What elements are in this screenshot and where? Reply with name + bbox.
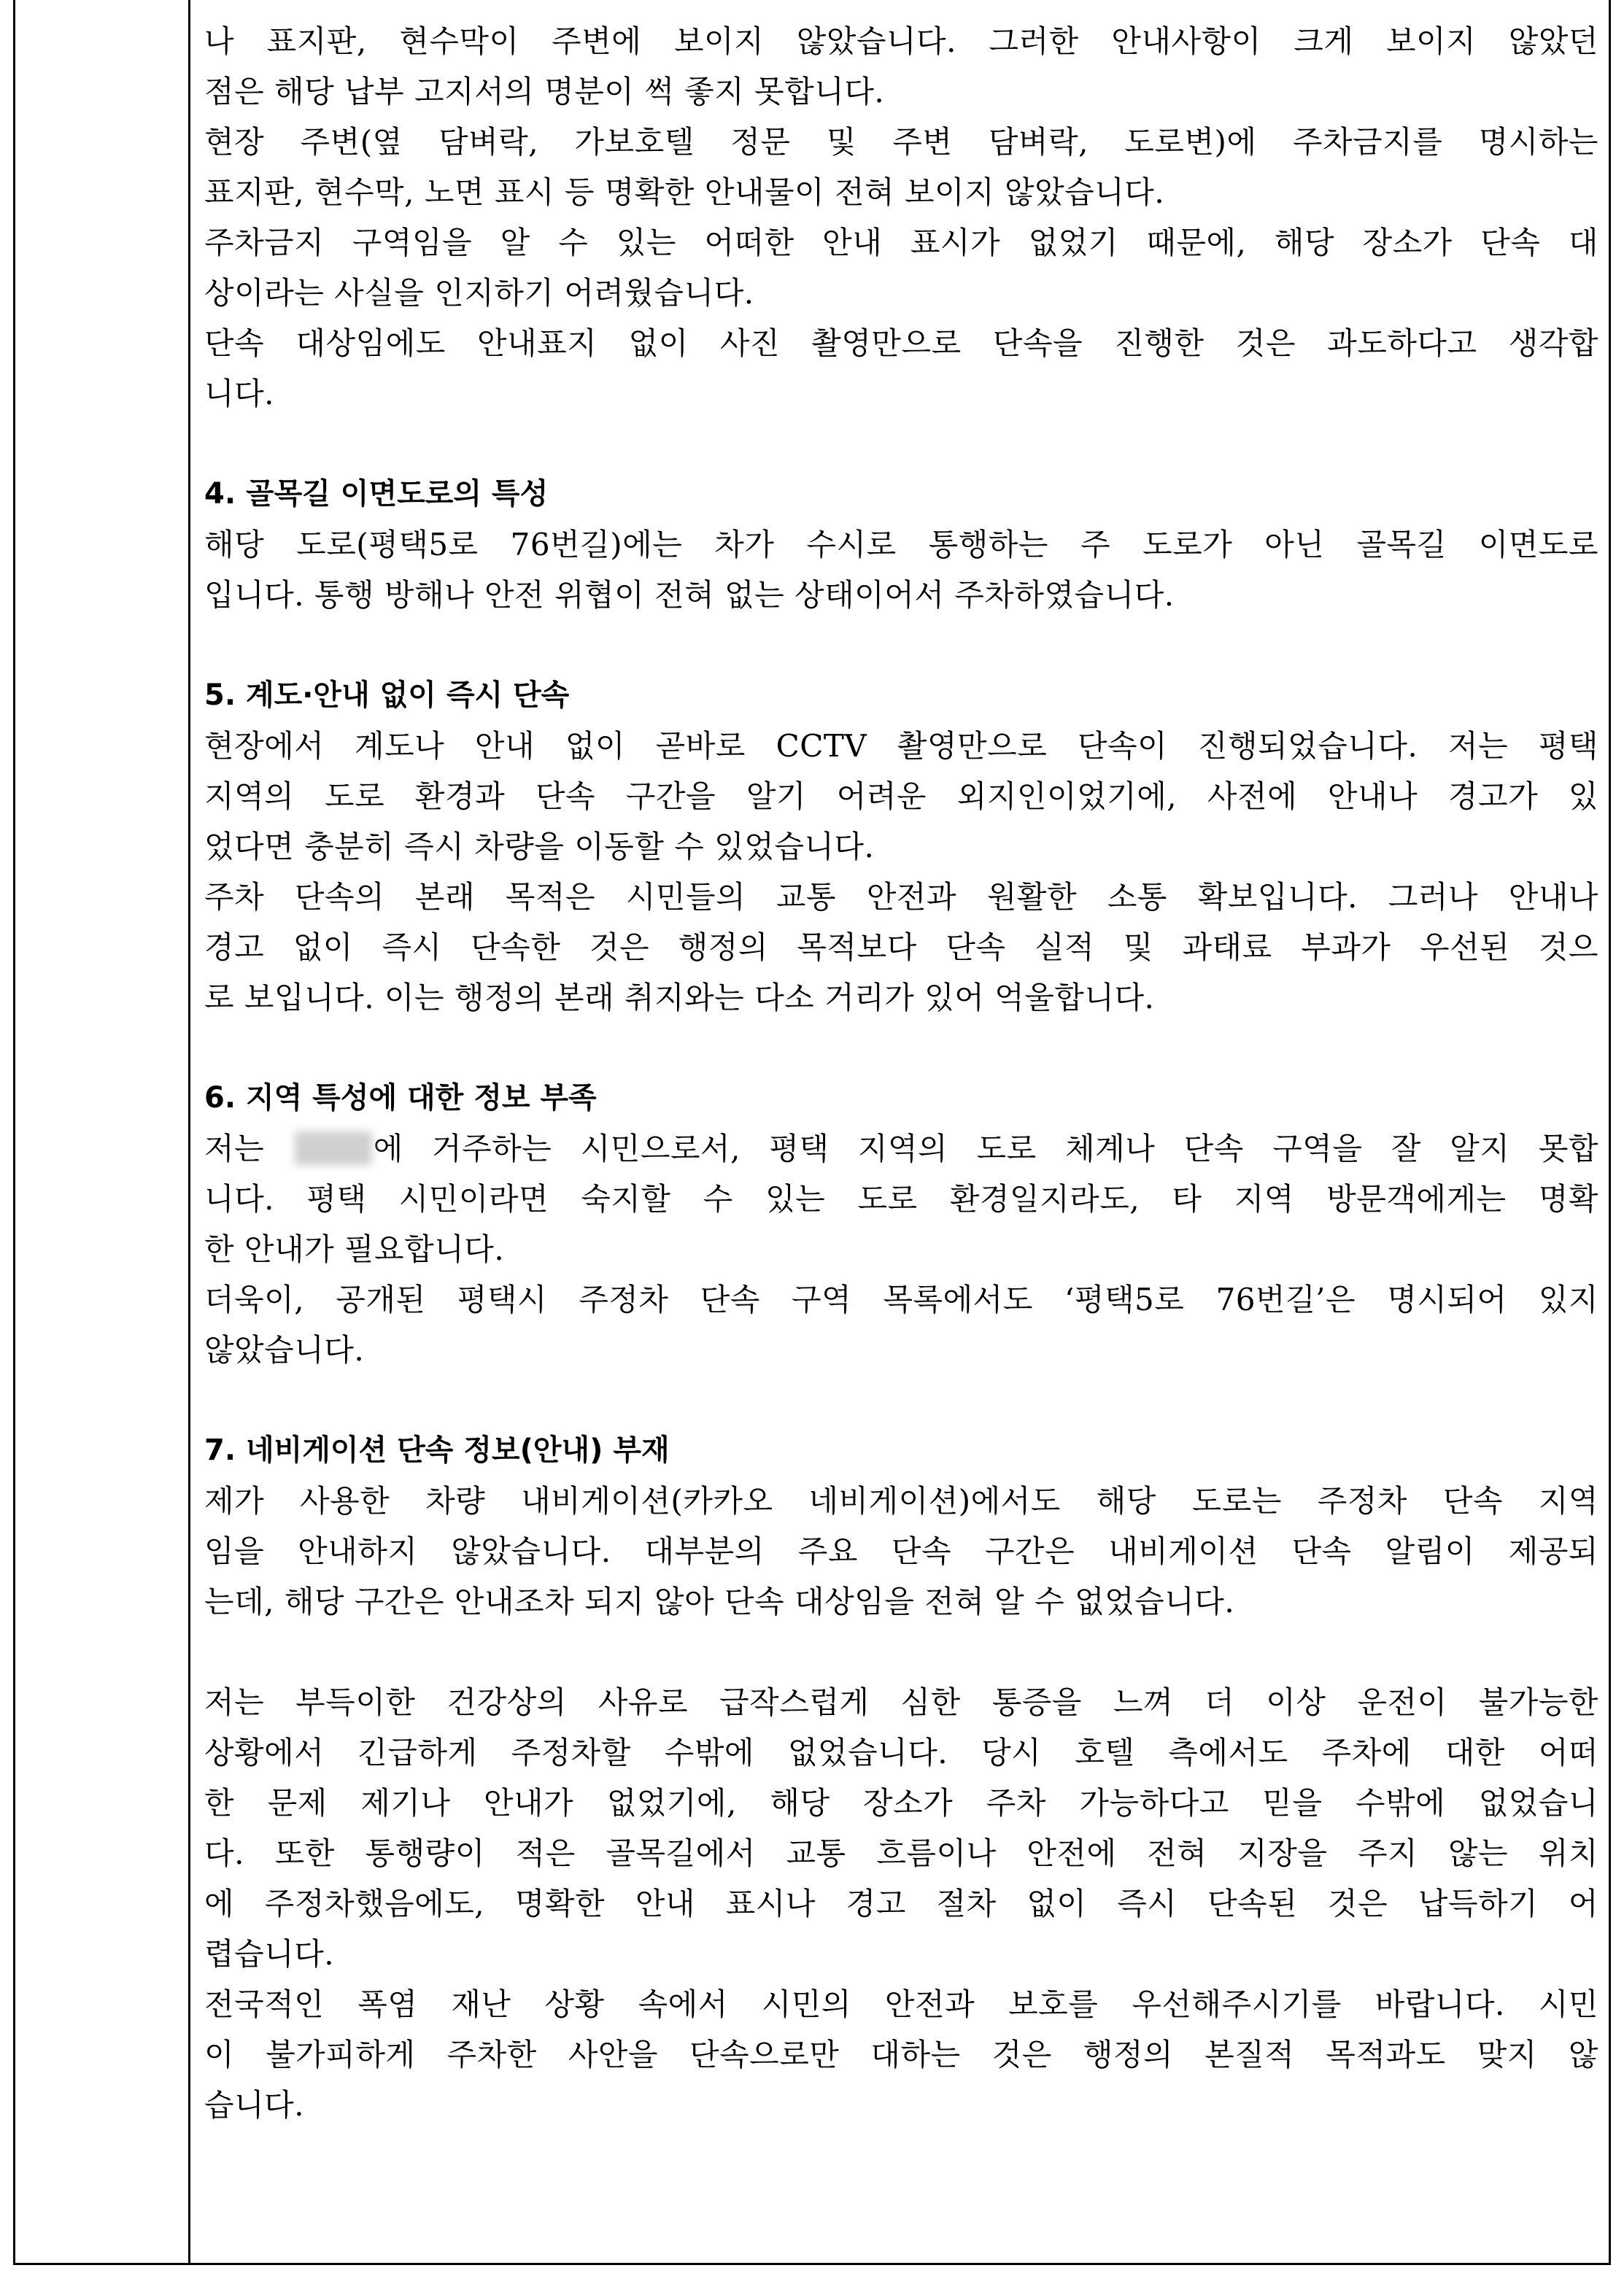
text-line: 상이라는 사실을 인지하기 어려웠습니다. (204, 275, 754, 311)
section-heading: 6. 지역 특성에 대한 정보 부족 (204, 1081, 597, 1115)
section-heading: 7. 네비게이션 단속 정보(안내) 부재 (204, 1433, 670, 1467)
section-heading: 5. 계도·안내 없이 즉시 단속 (204, 678, 570, 712)
text-line: 한 안내가 필요합니다. (204, 1231, 505, 1267)
text-line: 저는 부득이한 건강상의 사유로 급작스럽게 심한 통증을 느껴 더 이상 운전이 불가능한 (204, 1684, 1598, 1720)
text-line: 이 불가피하게 주차한 사안을 단속으로만 대하는 것은 행정의 본질적 목적과도 맞지 않 (204, 2037, 1598, 2072)
blank-line (204, 1627, 1598, 1677)
text-line: 경고 없이 즉시 단속한 것은 행정의 목적보다 단속 실적 및 과태료 부과가 우선된 것으 (204, 929, 1598, 965)
text-line: 주차금지 구역임을 알 수 있는 어떠한 안내 표시가 없었기 때문에, 해당 장소가 단속 대 (204, 225, 1598, 260)
text-line: 에 주정차했음에도, 명확한 안내 표시나 경고 절차 없이 즉시 단속된 것은 납득하기 어 (204, 1886, 1598, 1921)
text-fragment: 저는 (204, 1131, 265, 1166)
section-5 (204, 670, 1598, 1023)
text-line: 었다면 충분히 즉시 차량을 이동할 수 있었습니다. (204, 829, 875, 864)
section-6 (204, 1073, 1598, 1375)
text-line: 현장에서 계도나 안내 없이 곧바로 CCTV 촬영만으로 단속이 진행되었습니다. 저는 평택 (204, 728, 1598, 764)
text-line: 점은 해당 납부 고지서의 명분이 썩 좋지 못합니다. (204, 74, 885, 109)
text-fragment: 에 거주하는 시민으로서, 평택 지역의 도로 체계나 단속 구역을 잘 알지 못합 (373, 1131, 1598, 1166)
text-line: 주차 단속의 본래 목적은 시민들의 교통 안전과 원활한 소통 확보입니다. 그러나 안내나 (204, 879, 1598, 915)
text-line: 니다. (204, 376, 274, 411)
text-line: 지역의 도로 환경과 단속 구간을 알기 어려운 외지인이었기에, 사전에 안내나 경고가 있 (204, 778, 1598, 814)
text-line: 로 보입니다. 이는 행정의 본래 취지와는 다소 거리가 있어 억울합니다. (204, 980, 1155, 1015)
blank-line (204, 1375, 1598, 1425)
text-line: 더욱이, 공개된 평택시 주정차 단속 구역 목록에서도 ‘평택5로 76번길’은 명시되어 있지 (204, 1282, 1598, 1317)
redacted-region (295, 1131, 372, 1165)
text-line: 습니다. (204, 2087, 305, 2123)
text-line: 입니다. 통행 방해나 안전 위협이 전혀 없는 상태이어서 주차하였습니다. (204, 577, 1175, 613)
text-line: 표지판, 현수막, 노면 표시 등 명확한 안내물이 전혀 보이지 않았습니다. (204, 174, 1165, 210)
text-line: 렵습니다. (204, 1936, 335, 1972)
text-line: 단속 대상임에도 안내표지 없이 사진 촬영만으로 단속을 진행한 것은 과도하다고 생각합 (204, 325, 1598, 361)
blank-line (204, 1023, 1598, 1073)
section-heading: 4. 골목길 이면도로의 특성 (204, 477, 549, 511)
text-line: 다. 또한 통행량이 적은 골목길에서 교통 흐름이나 안전에 전혀 지장을 주지 않는 위치 (204, 1835, 1598, 1871)
text-line: 니다. 평택 시민이라면 숙지할 수 있는 도로 환경일지라도, 타 지역 방문객에게는 명확 (204, 1181, 1598, 1217)
text-line: 현장 주변(옆 담벼락, 가보호텔 정문 및 주변 담벼락, 도로변)에 주차금지를 명시하는 (204, 124, 1598, 160)
text-line: 는데, 해당 구간은 안내조차 되지 않아 단속 대상임을 전혀 알 수 없었습니다. (204, 1584, 1235, 1619)
section-4 (204, 469, 1598, 620)
blank-line (204, 419, 1598, 469)
section-7 (204, 1425, 1598, 1627)
text-line: 제가 사용한 차량 내비게이션(카카오 네비게이션)에서도 해당 도로는 주정차 단속 지역 (204, 1483, 1598, 1519)
text-line: 상황에서 긴급하게 주정차할 수밖에 없었습니다. 당시 호텔 측에서도 주차에 대한 어떠 (204, 1735, 1598, 1770)
conclusion-paragraph (204, 1677, 1598, 2130)
content-column (193, 0, 1609, 2263)
text-line: 전국적인 폭염 재난 상황 속에서 시민의 안전과 보호를 우선해주시기를 바랍니다. 시민 (204, 1986, 1598, 2022)
text-line: 해당 도로(평택5로 76번길)에는 차가 수시로 통행하는 주 도로가 아닌 골목길 이면도로 (204, 527, 1598, 562)
blank-line (204, 620, 1598, 670)
text-line (204, 1123, 1598, 1174)
intro-paragraph (204, 16, 1598, 419)
label-column (15, 0, 190, 2263)
text-line: 않았습니다. (204, 1332, 365, 1368)
text-line: 나 표지판, 현수막이 주변에 보이지 않았습니다. 그러한 안내사항이 크게 보이지 않았던 (204, 23, 1598, 59)
text-line: 한 문제 제기나 안내가 없었기에, 해당 장소가 주차 가능하다고 믿을 수밖에 없었습니 (204, 1785, 1598, 1821)
text-line: 임을 안내하지 않았습니다. 대부분의 주요 단속 구간은 내비게이션 단속 알림이 제공되 (204, 1533, 1598, 1569)
document-table (13, 0, 1611, 2265)
